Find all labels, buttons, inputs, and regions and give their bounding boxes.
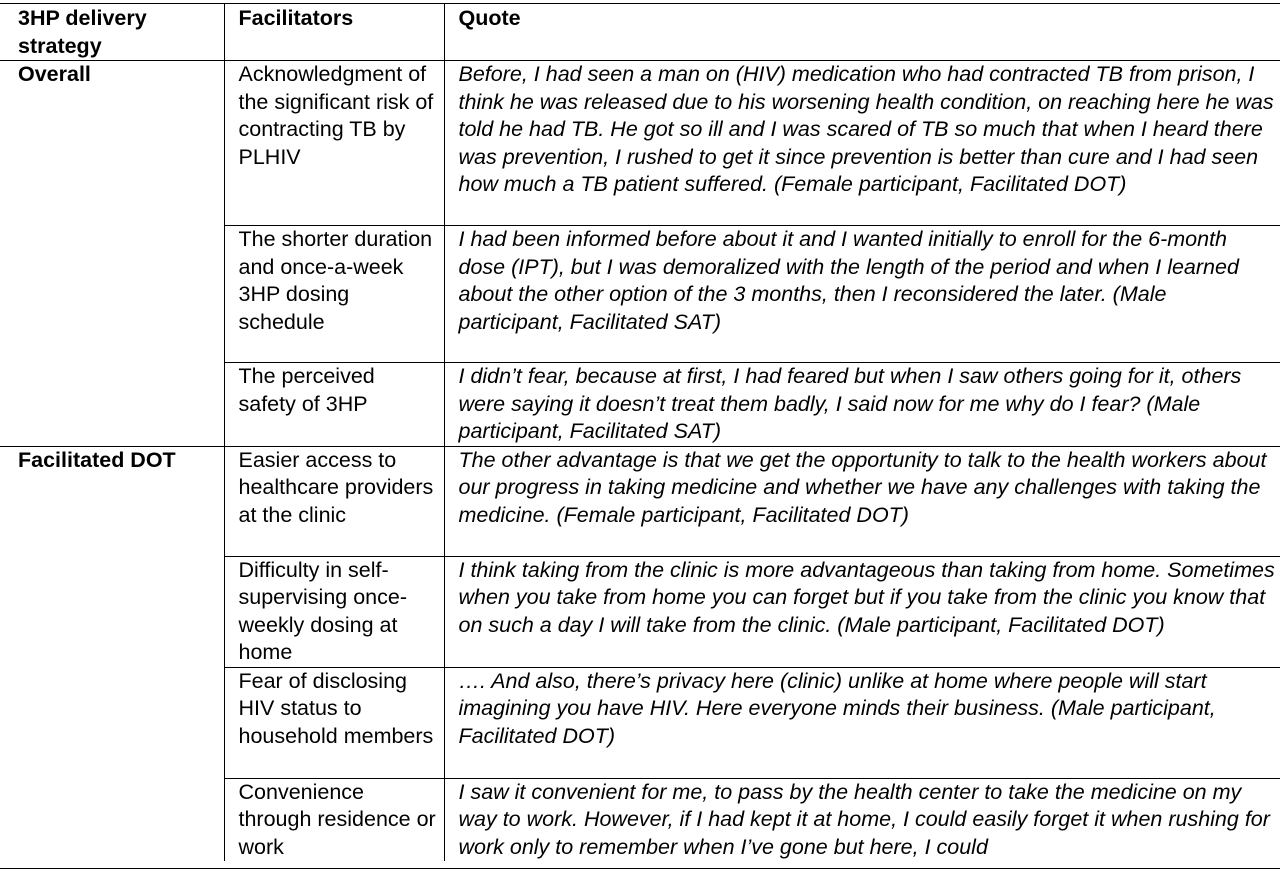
table-row (0, 61, 1280, 226)
table-bottom-border (0, 868, 1280, 869)
facilitator-cell: The perceived safety of 3HP (224, 363, 444, 447)
facilitator-cell: Convenience through residence or work (224, 778, 444, 861)
header-facilitators: Facilitators (224, 4, 444, 61)
quote-cell: I think taking from the clinic is more advantageous than taking from home. Sometimes when you take from home you can forget but if you take from the clinic you know that on such a day I will take from the clinic. (Male participant, Facilitated DOT) (444, 556, 1280, 667)
quote-cell: …. And also, there’s privacy here (clinic) unlike at home where people will start imagining you have HIV. Here everyone minds their business. (Male participant, Facilitated DOT) (444, 667, 1280, 778)
quote-cell: Before, I had seen a man on (HIV) medication who had contracted TB from prison, I think he was released due to his worsening health condition, on reaching here he was told he had TB. He got so ill and I was scared of TB so much that when I heard there was prevention, I rushed to get it since prevention is better than cure and I had seen how much a TB patient suffered. (Female participant, Facilitated DOT) (444, 61, 1280, 226)
header-strategy: 3HP delivery strategy (0, 4, 224, 61)
facilitator-cell: The shorter duration and once-a-week 3HP dosing schedule (224, 226, 444, 363)
facilitators-table (0, 3, 1280, 861)
facilitator-cell: Difficulty in self-supervising once-weekly dosing at home (224, 556, 444, 667)
strategy-overall: Overall (0, 61, 224, 447)
table-header-row (0, 4, 1280, 61)
quote-cell: I saw it convenient for me, to pass by the health center to take the medicine on my way to work. However, if I had kept it at home, I could easily forget it when rushing for work only to remember when I’ve gone but here, I could (444, 778, 1280, 861)
facilitator-cell: Acknowledgment of the significant risk of contracting TB by PLHIV (224, 61, 444, 226)
quote-cell: I didn’t fear, because at first, I had feared but when I saw others going for it, others were saying it doesn’t treat them badly, I said now for me why do I fear? (Male participant, Facilitated SAT) (444, 363, 1280, 447)
quote-cell: I had been informed before about it and I wanted initially to enroll for the 6-month dose (IPT), but I was demoralized with the length of the period and when I learned about the other option of the 3 months, then I reconsidered the later. (Male participant, Facilitated SAT) (444, 226, 1280, 363)
facilitator-cell: Easier access to healthcare providers at the clinic (224, 446, 444, 556)
strategy-facilitated-dot: Facilitated DOT (0, 446, 224, 861)
facilitator-cell: Fear of disclosing HIV status to household members (224, 667, 444, 778)
header-quote: Quote (444, 4, 1280, 61)
quote-cell: The other advantage is that we get the opportunity to talk to the health workers about our progress in taking medicine and whether we have any challenges with taking the medicine. (Female participant, Facilitated DOT) (444, 446, 1280, 556)
table-row (0, 446, 1280, 556)
